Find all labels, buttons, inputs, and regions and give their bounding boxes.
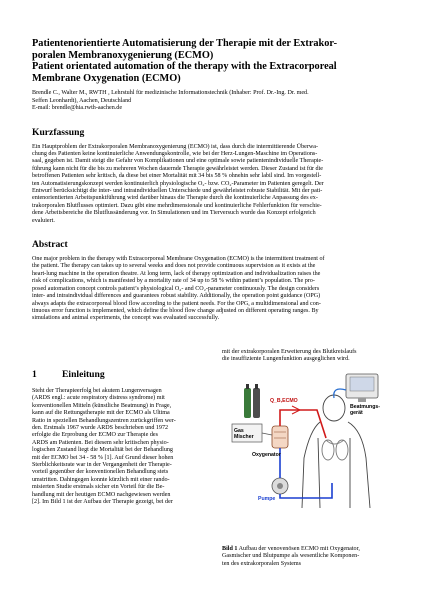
kurzfassung-heading: Kurzfassung — [32, 126, 85, 138]
text-line: die insuffiziente Lungenfunktion ausgeglichen wird. — [222, 356, 350, 363]
text-line: erfolgte die Erprobung der ECMO zur Therapie des — [32, 432, 158, 439]
gas-line — [262, 433, 272, 435]
text-line: dene Arbeitsbereiche die Blutflussänderung vor. In Simulationen und im Tierversuch wurde das Konzept erfolgreich — [32, 210, 316, 217]
text-line: umstritten. Dahingegen konnte kürzlich mit einer rando- — [32, 476, 170, 483]
right-column — [222, 349, 392, 568]
caption-text: Aufbau der venovenösen ECMO mit Oxygenator, — [237, 545, 360, 552]
text-line: konventionellen Mitteln (künstliche Beatmung) in Frage, — [32, 402, 172, 409]
text-line: ten Automatisierungskonzept werden kontinuierlich physiologische O₂- bzw. CO₂-Parameter im Patienten geregelt. Der — [32, 180, 324, 187]
text-line: inter- and intraindividual differences and guarantees robust stability. Additionally, the operation point guidance (OPG) — [32, 293, 321, 300]
pump-icon — [272, 478, 288, 494]
text-line: Ratio in speziellen Behandlungszentren zurückgriffen wer- — [32, 417, 176, 424]
text-line: evaluiert. — [32, 217, 55, 224]
text-line: risk of complications, which is manifested by a mortality rate of 34 up to 58 % within patient’s population. The pro- — [32, 278, 315, 285]
title-line: Patientenorientierte Automatisierung der Therapie mit der Extrakor- — [32, 38, 338, 49]
ecmo-figure — [222, 368, 392, 546]
text-line: heart-lung machine in the operation theatre. At long term, lack of therapy optimization and individualization raises the — [32, 270, 321, 277]
abstract-text — [32, 256, 392, 323]
caption-line — [222, 546, 392, 553]
text-line: vorteil gegenüber der konventionellen Behandlung stets — [32, 469, 169, 476]
text-line: handlung mit der heutigen ECMO nachgewiesen werden — [32, 491, 171, 498]
paper-page — [32, 38, 392, 323]
oxygenator-label: Oxygenator — [252, 451, 281, 458]
text-line: saal, gegeben ist. Damit steigt die Gefahr von Komplikationen und eine optimale sowie patientenindividuelle Therapie- — [32, 158, 324, 165]
oxygenator-icon — [272, 426, 288, 448]
text-line: führung kann nicht für die bis zu mehreren Wochen dauernde Therapie gewährleistet werden. Dieser Zustand ist für die — [32, 165, 324, 172]
introduction-continued — [222, 349, 392, 364]
text-line: Sterblichkeitsrate war in der Vergangenheit der Therapie- — [32, 462, 172, 469]
text-line: trakorporalen Blutflusses optimiert. Dazu gibt eine mehrdimensionale und kontinuierliche Fehlerfunktion für verschie- — [32, 202, 322, 209]
author-block — [32, 90, 392, 112]
text-line: mit der extrakorporalen Erweiterung des Blutkreislaufs — [222, 349, 357, 355]
text-line: betroffenen Patienten sehr kritisch, da diese bei einer Mortalität mit 34 bis 58 % ohnehin sehr labil sind. Im vorgestell- — [32, 173, 322, 180]
author-email: E-mail: brendle@hia.rwth-aachen.de — [32, 105, 123, 112]
paper-title — [32, 38, 392, 84]
author-line: Seffen Leonhardt), Aachen, Deutschland — [32, 97, 132, 104]
text-line: chung des Patienten keine kontinuierliche Anwendungskontrolle, wie bei der Herz-Lungen-Maschine im Operations- — [32, 151, 318, 157]
title-line: Patient orientated automation of the therapy with the Extracorporeal — [32, 61, 337, 73]
text-line: Entwurf berücksichtigt die inter- und intraindividuellen Unterschiede und gewährleistet robuste Stabilität. Mit der pati- — [32, 188, 323, 195]
text-line: (ARDS engl.: acute respiratory distress syndrome) mit — [32, 395, 165, 402]
text-line: Ein Hauptproblem der Extrakorporalen Membranoxygenierung (ECMO) ist, dass durch die intermittierende Überwa- — [32, 143, 318, 150]
section-heading — [32, 369, 202, 380]
ventilator-label: Beatmungs- gerät — [350, 403, 380, 416]
introduction-text — [32, 388, 202, 507]
text-line: One major problem in the therapy with Extracorporeal Membrane Oxygenation (ECMO) is the intermittent treatment of — [32, 256, 325, 263]
text-line: kann auf die Rettungstherapie mit der ECMO als Ultima — [32, 410, 170, 417]
caption-line: Gasmischer und Blutpumpe als wesentliche Komponen- — [222, 553, 360, 560]
text-line: logischen Zustand liegt die Mortalität bei der Behandlung — [32, 447, 173, 454]
ventilator-icon — [346, 374, 378, 402]
kurzfassung-text — [32, 144, 392, 225]
text-line: always adapts the extracorporeal blood flow according to the patient needs. For the OPG, a multidimensional and con- — [32, 300, 321, 307]
text-line: the patient. The therapy can takes up to several weeks and does not provide continuous supervision as it exists at the — [32, 263, 316, 270]
figure-caption — [222, 546, 392, 568]
text-line: ARDS am Patienten. Bei diesem sehr kritischen physio- — [32, 439, 169, 446]
text-line: den. Erstmals 1967 wurde ARDS beschrieben und 1972 — [32, 425, 169, 432]
title-line: Membrane Oxygenation (ECMO) — [32, 72, 181, 84]
ecmo-diagram — [222, 368, 392, 518]
title-line: poralen Membranoxygenierung (ECMO) — [32, 49, 214, 61]
text-line: mit der ECMO bei 34 - 58 % [1]. Auf Grund dieser hohen — [32, 454, 174, 461]
text-line: tinuous error function is implemented, which define the blood flow change adjusted on different operating ranges. By — [32, 307, 319, 314]
text-line: entenorientierten Arbeitspunktführung wird darüber hinaus die Therapie durch die kontinuierliche Anpassung des ex- — [32, 195, 318, 202]
text-line: simulations and animal experiments, the concept was evaluated successfully. — [32, 315, 220, 322]
text-line: [2]. Im Bild 1 ist der Aufbau der Therapie gezeigt, bei der — [32, 499, 173, 506]
flow-label: Q_B,ECMO — [270, 397, 298, 404]
gas-bottles-icon — [244, 384, 260, 418]
pump-label: Pumpe — [258, 495, 276, 502]
section-title: Einleitung — [62, 369, 105, 380]
gas-mixer-label: Gas Mischer — [234, 427, 254, 440]
caption-line: ten des extrakorporalen Systems — [222, 560, 302, 567]
caption-label: Bild 1 — [222, 545, 238, 552]
abstract-heading: Abstract — [32, 239, 68, 251]
left-column — [32, 369, 202, 507]
author-line: Brendle C., Walter M., RWTH , Lehrstuhl für medizinische Informationstechnik (Inhaber: Prof. Dr.-Ing. Dr. med. — [32, 90, 309, 97]
text-line: posed automation concept controls patient’s physiological O₂- and CO₂-parameter continuously. The design considers — [32, 285, 320, 292]
text-line: Steht der Therapieerfolg bei akutem Lungenversagen — [32, 388, 162, 394]
text-line: misierten Studie erstmals sicher ein Vorteil für die Be- — [32, 484, 165, 491]
section-number: 1 — [32, 369, 37, 380]
